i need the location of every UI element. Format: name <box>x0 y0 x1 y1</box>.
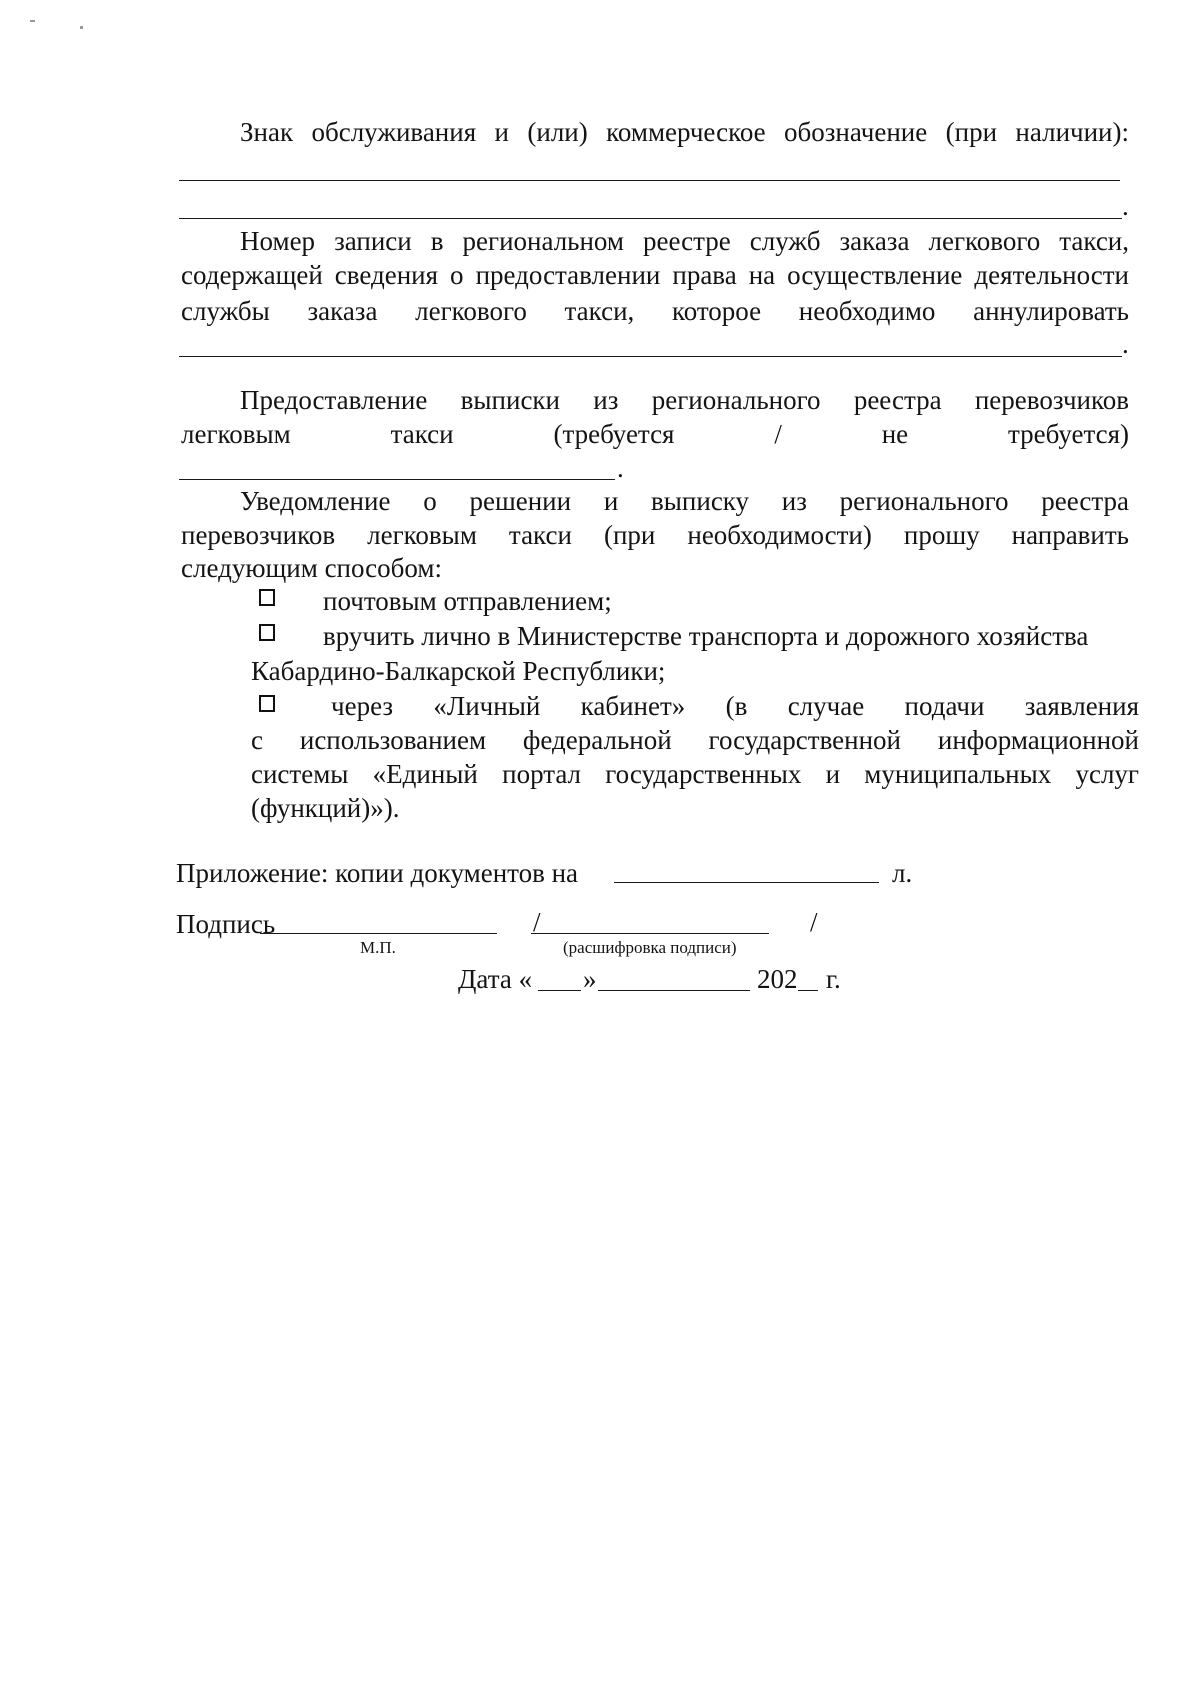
signature-slash-2: / <box>810 907 818 937</box>
option-personal-account-line-1: через «Личный кабинет» (в случае подачи заявления <box>331 691 1139 721</box>
registry-entry-end: . <box>1122 329 1129 359</box>
registry-entry-line-3: службы заказа легкового такси, которое необходимо аннулировать <box>181 296 1129 326</box>
notification-line-2: перевозчиков легковым такси (при необходимости) прошу направить <box>181 520 1129 550</box>
extract-field-line[interactable] <box>179 479 615 480</box>
scan-speck <box>30 20 35 22</box>
date-day-field[interactable] <box>538 990 581 991</box>
signature-field[interactable] <box>260 933 497 934</box>
date-year-suffix: г. <box>826 964 841 994</box>
option-checkbox-in-person[interactable] <box>259 624 275 641</box>
option-personal-account-line-2: с использованием федеральной государственной информационной <box>251 725 1139 755</box>
registry-entry-line-2: содержащей сведения о предоставлении права на осуществление деятельности <box>181 260 1129 290</box>
service-mark-label: Знак обслуживания и (или) коммерческое обозначение (при наличии): <box>240 117 1129 147</box>
date-close-quote: » <box>583 964 597 994</box>
stamp-caption: М.П. <box>360 938 396 957</box>
extract-end: . <box>617 453 624 483</box>
date-month-field[interactable] <box>598 990 750 991</box>
attachment-label: Приложение: копии документов на <box>176 858 579 888</box>
service-mark-end: . <box>1122 191 1129 221</box>
date-label: Дата « <box>458 964 533 994</box>
option-checkbox-personal-account[interactable] <box>259 695 275 712</box>
option-in-person-line-2: Кабардино-Балкарской Республики; <box>251 656 666 686</box>
notification-line-1: Уведомление о решении и выписку из регионального реестра <box>240 486 1129 516</box>
date-year-field[interactable] <box>798 990 818 991</box>
option-personal-account-line-4: (функций)»). <box>251 793 400 823</box>
option-personal-account-line-3: системы «Единый портал государственных и муниципальных услуг <box>251 759 1139 789</box>
extract-line-2: легковым такси (требуется / не требуется) <box>181 419 1129 449</box>
signature-label: Подпись <box>176 909 276 939</box>
scan-speck <box>80 26 83 29</box>
option-checkbox-post[interactable] <box>259 589 275 606</box>
attachment-pages-field[interactable] <box>614 882 879 883</box>
attachment-unit: л. <box>892 858 913 888</box>
signature-decode-caption: (расшифровка подписи) <box>563 938 737 957</box>
service-mark-field-line-2[interactable] <box>179 218 1122 219</box>
notification-line-3: следующим способом: <box>181 553 442 583</box>
signature-decode-field[interactable] <box>531 933 769 934</box>
date-year-prefix: 202 <box>757 964 798 994</box>
registry-entry-line-1: Номер записи в региональном реестре служб заказа легкового такси, <box>240 226 1129 256</box>
extract-line-1: Предоставление выписки из регионального реестра перевозчиков <box>240 385 1129 415</box>
signature-slash-1: / <box>533 907 541 937</box>
option-in-person-line-1: вручить лично в Министерстве транспорта и дорожного хозяйства <box>323 621 1089 651</box>
option-post-label: почтовым отправлением; <box>323 586 612 616</box>
service-mark-field-line-1[interactable] <box>179 180 1120 181</box>
registry-entry-field-line[interactable] <box>179 356 1122 357</box>
